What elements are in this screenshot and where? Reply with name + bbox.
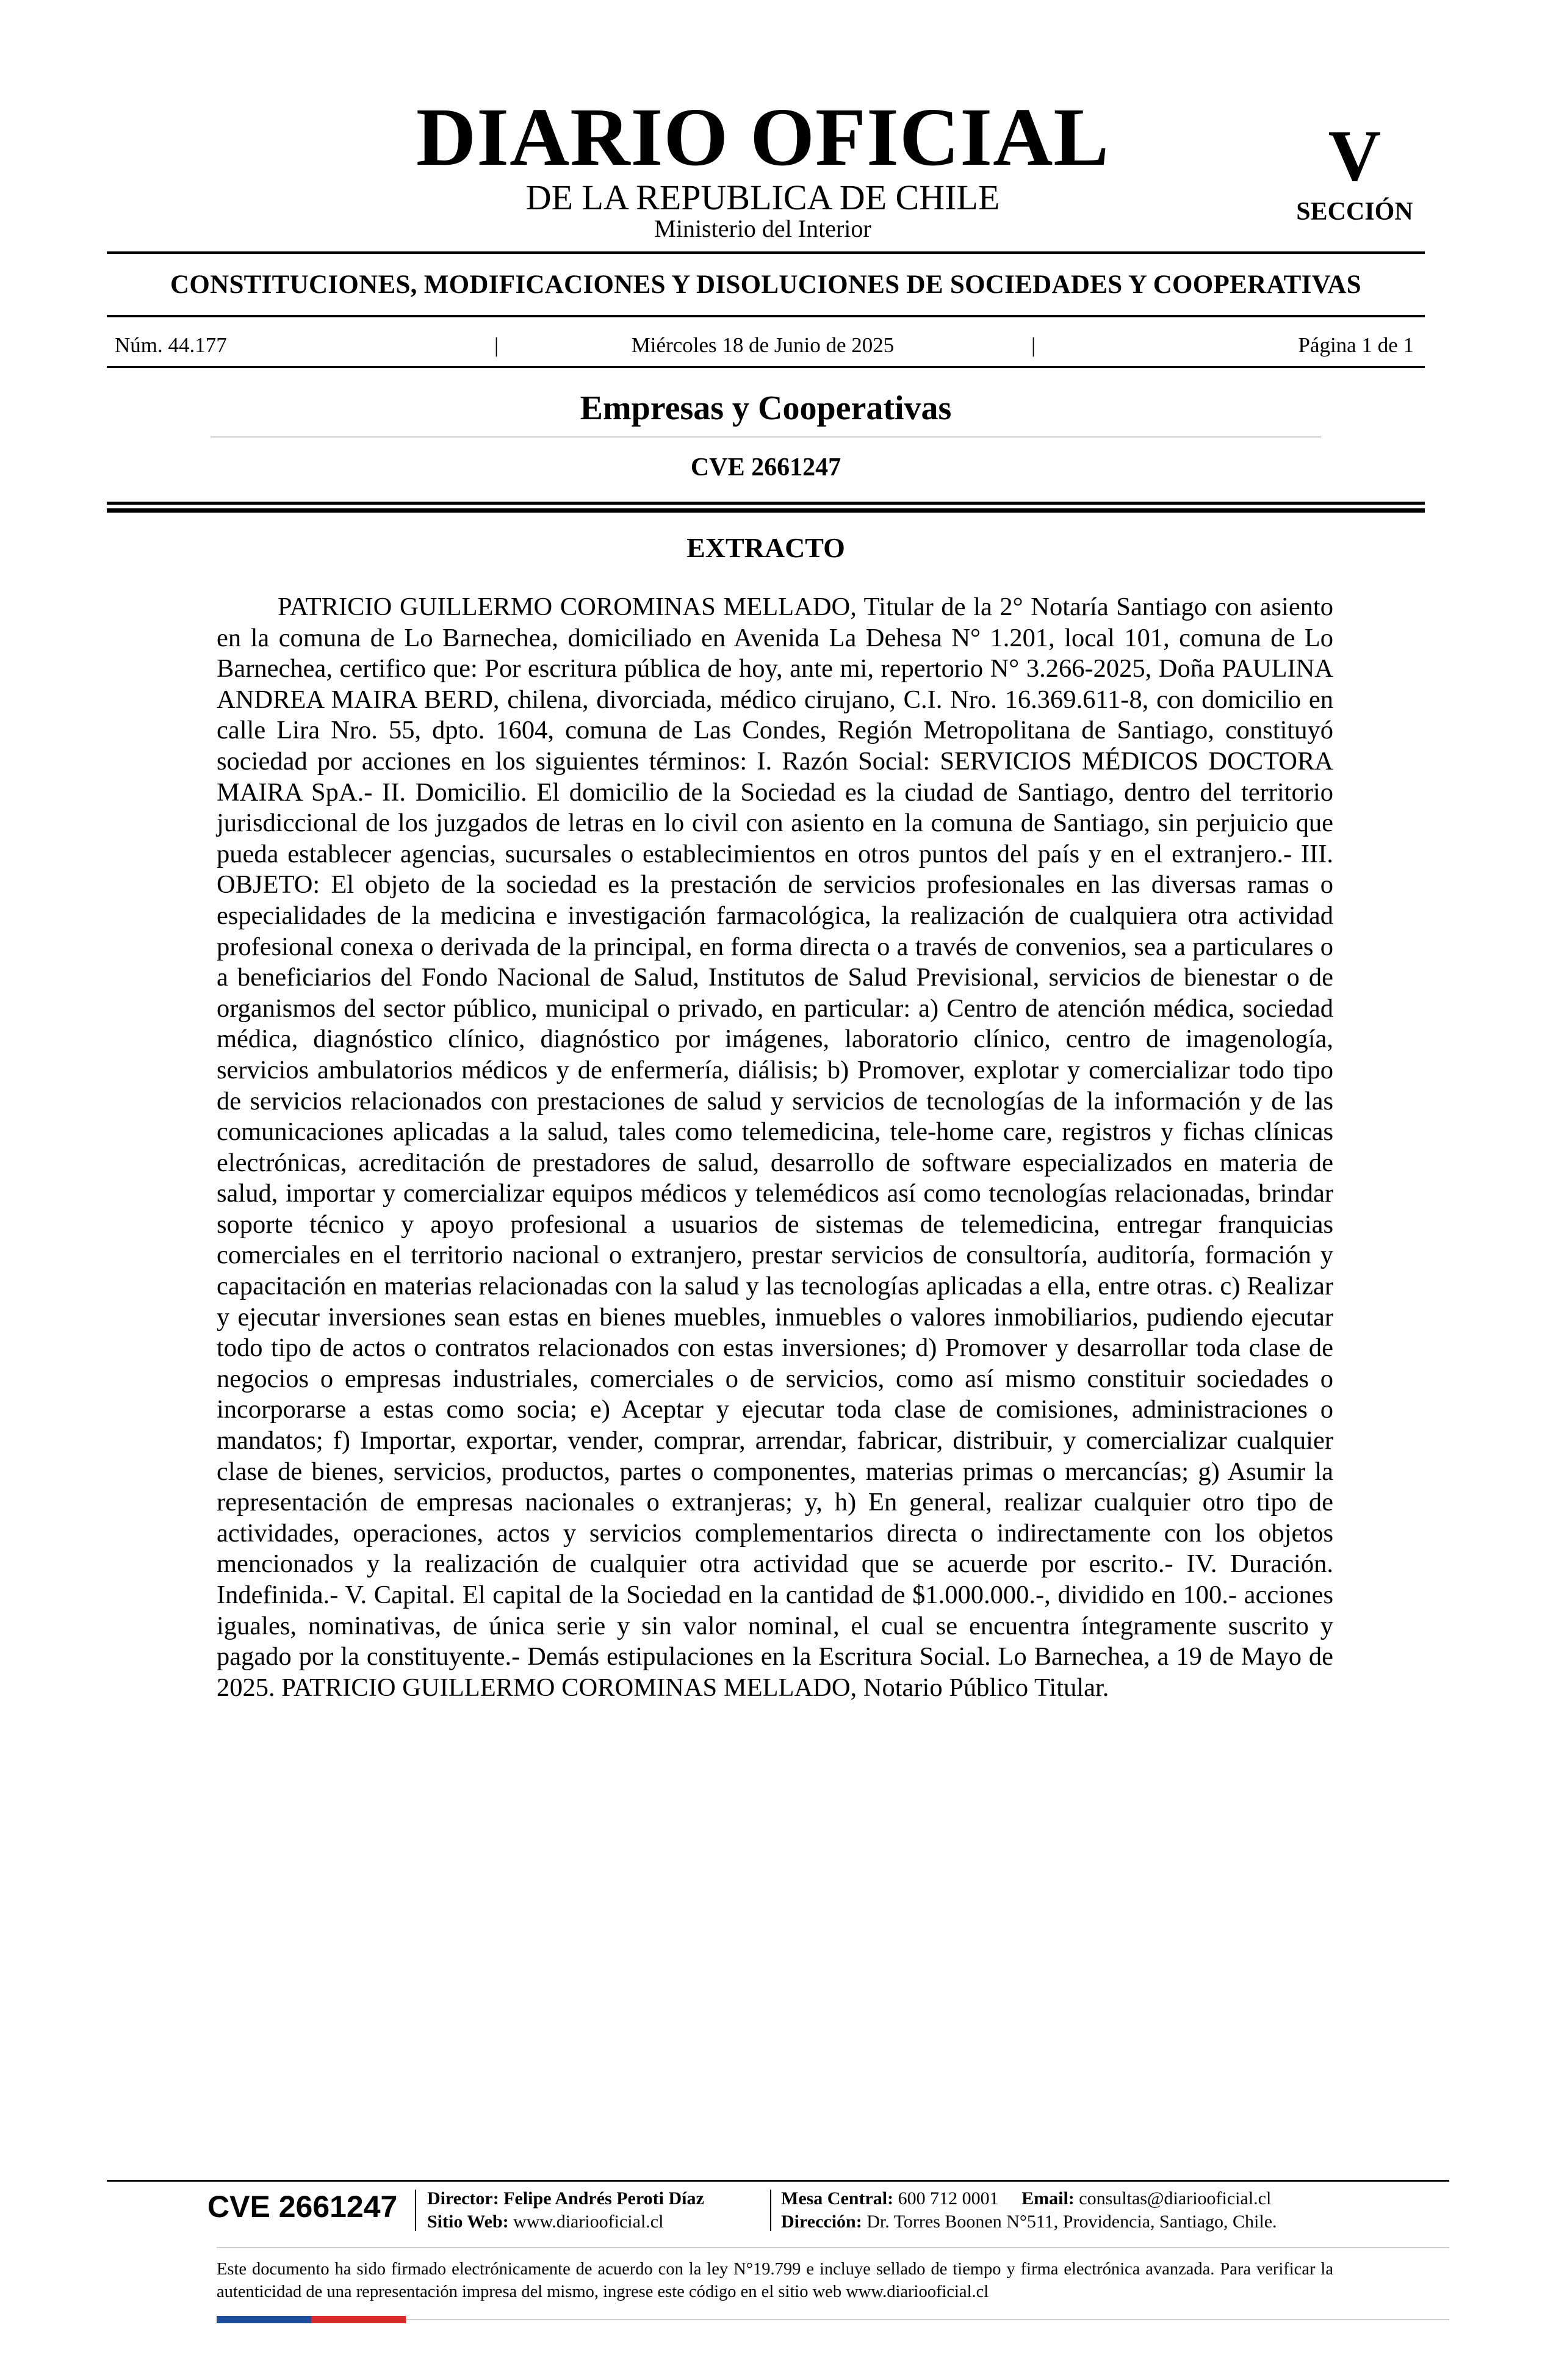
- body-text: PATRICIO GUILLERMO COROMINAS MELLADO, Titular de la 2° Notaría Santiago con asiento en la comuna de Lo Barnechea, domiciliado en Avenida La Dehesa N° 1.201, local 101, comuna de Lo Barnechea, certifico que: Por escritura pública de hoy, ante mi, repertorio N° 3.266-2025, Doña PAULINA ANDREA MAIRA BERD, chilena, divorciada, médico cirujano, C.I. Nro. 16.369.611-8, con domicilio en calle Lira Nro. 55, dpto. 1604, comuna de Las Condes, Región Metropolitana de Santiago, constituyó sociedad por acciones en los siguientes términos: I. Razón Social: SERVICIOS MÉDICOS DOCTORA MAIRA SpA.- II. Domicilio. El domicilio de la Sociedad es la ciudad de Santiago, dentro del territorio jurisdiccional de los juzgados de letras en lo civil con asiento en la comuna de Santiago, sin perjuicio que pueda establecer agencias, sucursales o establecimientos en otros puntos del país y en el extranjero.- III. OBJETO: El objeto de la sociedad es la prestación de servicios profesionales en las diversas ramas o especialidades de la medicina e investigación farmacológica, la realización de cualquiera otra actividad profesional conexa o derivada de la principal, en forma directa o a través de convenios, sea a particulares o a beneficiarios del Fondo Nacional de Salud, Institutos de Salud Previsional, servicios de bienestar o de organismos del sector público, municipal o privado, en particular: a) Centro de atención médica, sociedad médica, diagnóstico clínico, diagnóstico por imágenes, laboratorio clínico, centro de imagenología, servicios ambulatorios médicos y de enfermería, diálisis; b) Promover, explotar y comercializar todo tipo de servicios relacionados con prestaciones de salud y servicios de tecnologías de la información y de las comunicaciones aplicadas a la salud, tales como telemedicina, tele-home care, registros y fichas clínicas electrónicas, acreditación de prestadores de salud, desarrollo de software especializados en materia de salud, importar y comercializar equipos médicos y telemédicos así como tecnologías relacionadas, brindar soporte técnico y apoyo profesional a usuarios de sistemas de telemedicina, entregar franquicias comerciales en el territorio nacional o extranjero, prestar servicios de consultoría, auditoría, formación y capacitación en materias relacionadas con la salud y las tecnologías aplicadas a ella, entre otras. c) Realizar y ejecutar inversiones sean estas en bienes muebles, inmuebles o valores inmobiliarios, pudiendo ejecutar todo tipo de actos o contratos relacionados con estas inversiones; d) Promover y desarrollar toda clase de negocios o empresas industriales, comerciales o de servicios, como así mismo constituir sociedades o incorporarse a estas como socia; e) Aceptar y ejecutar toda clase de comisiones, administraciones o mandatos; f) Importar, exportar, vender, comprar, arrendar, fabricar, distribuir, y comercializar cualquier clase de bienes, servicios, productos, partes o componentes, materias primas o mercancías; g) Asumir la representación de empresas nacionales o extranjeras; y, h) En general, realizar cualquier otro tipo de actividades, operaciones, actos y servicios complementarios directa o indirectamente con los objetos mencionados y la realización de cualquier otra actividad que se acuerde por escrito.- IV. Duración. Indefinida.- V. Capital. El capital de la Sociedad en la cantidad de $1.000.000.-, dividido en 100.- acciones iguales, nominativas, de única serie y sin valor nominal, el cual se encuentra íntegramente suscrito y pagado por la constituyente.- Demás estipulaciones en la Escritura Social. Lo Barnechea, a 19 de Mayo de 2025. PATRICIO GUILLERMO COROMINAS MELLADO, Notario Público Titular.: [217, 593, 1333, 1702]
- footer-address-line: [781, 2210, 1355, 2234]
- double-rule-top: [107, 502, 1425, 505]
- footer-bottom-rule: [406, 2319, 1449, 2320]
- masthead-rule: [107, 251, 1425, 254]
- section-letter: V: [1328, 115, 1381, 196]
- footer-address-value: Dr. Torres Boonen N°511, Providencia, Santiago, Chile.: [866, 2212, 1277, 2232]
- banner-rule: [107, 315, 1425, 317]
- masthead-title: DIARIO OFICIAL: [416, 92, 1110, 183]
- issue-separator: |: [1031, 333, 1036, 357]
- footer-phone-value: 600 712 0001: [898, 2188, 999, 2209]
- category-title: Empresas y Cooperativas: [580, 389, 952, 427]
- masthead-ministry: Ministerio del Interior: [654, 215, 871, 242]
- footer-address-label: Dirección:: [781, 2212, 862, 2232]
- footer-phone-label: Mesa Central:: [781, 2188, 894, 2209]
- issue-page: Página 1 de 1: [1298, 333, 1414, 357]
- footer-rule: [107, 2180, 1449, 2182]
- chile-flag-stripe: [217, 2316, 406, 2323]
- footer-email-label: Email:: [1021, 2188, 1075, 2209]
- footer-director-value: Felipe Andrés Peroti Díaz: [503, 2188, 704, 2209]
- footer-site-label: Sitio Web:: [427, 2212, 509, 2232]
- footer-divider: [770, 2190, 771, 2231]
- footer-phone-line: [781, 2187, 1355, 2210]
- footer-director-line: [427, 2187, 769, 2210]
- footer-site-line: [427, 2210, 769, 2234]
- masthead-subtitle: DE LA REPUBLICA DE CHILE: [525, 178, 1000, 217]
- extract-title: EXTRACTO: [686, 532, 845, 563]
- footer-contact-right: [781, 2187, 1355, 2234]
- footer-cve: CVE 2661247: [207, 2190, 398, 2224]
- footer-note-divider: [217, 2247, 1449, 2248]
- section-banner: CONSTITUCIONES, MODIFICACIONES Y DISOLUCIONES DE SOCIEDADES Y COOPERATIVAS: [170, 270, 1361, 299]
- footer-director-label: Director:: [427, 2188, 499, 2209]
- issue-number: Núm. 44.177: [115, 333, 227, 357]
- footer-note: Este documento ha sido firmado electrónicamente de acuerdo con la ley N°19.799 e incluye sellado de tiempo y firma electrónica avanzada. Para verificar la autenticidad de una representación impresa del mismo, ingrese este código en el sitio web www.diariooficial.cl: [217, 2260, 1333, 2301]
- section-label: SECCIÓN: [1296, 198, 1413, 226]
- footer-site-link[interactable]: www.diariooficial.cl: [513, 2212, 664, 2232]
- footer-divider: [415, 2190, 416, 2231]
- flag-blue-segment: [217, 2316, 311, 2323]
- footer-email-link[interactable]: consultas@diariooficial.cl: [1079, 2188, 1272, 2209]
- issue-date: Miércoles 18 de Junio de 2025: [631, 333, 895, 357]
- issue-rule: [107, 366, 1425, 368]
- category-divider: [211, 436, 1321, 438]
- issue-separator: |: [494, 333, 499, 357]
- double-rule-bottom: [107, 508, 1425, 513]
- footer-contact-left: [427, 2187, 769, 2234]
- flag-red-segment: [311, 2316, 406, 2323]
- cve-heading: CVE 2661247: [690, 453, 841, 481]
